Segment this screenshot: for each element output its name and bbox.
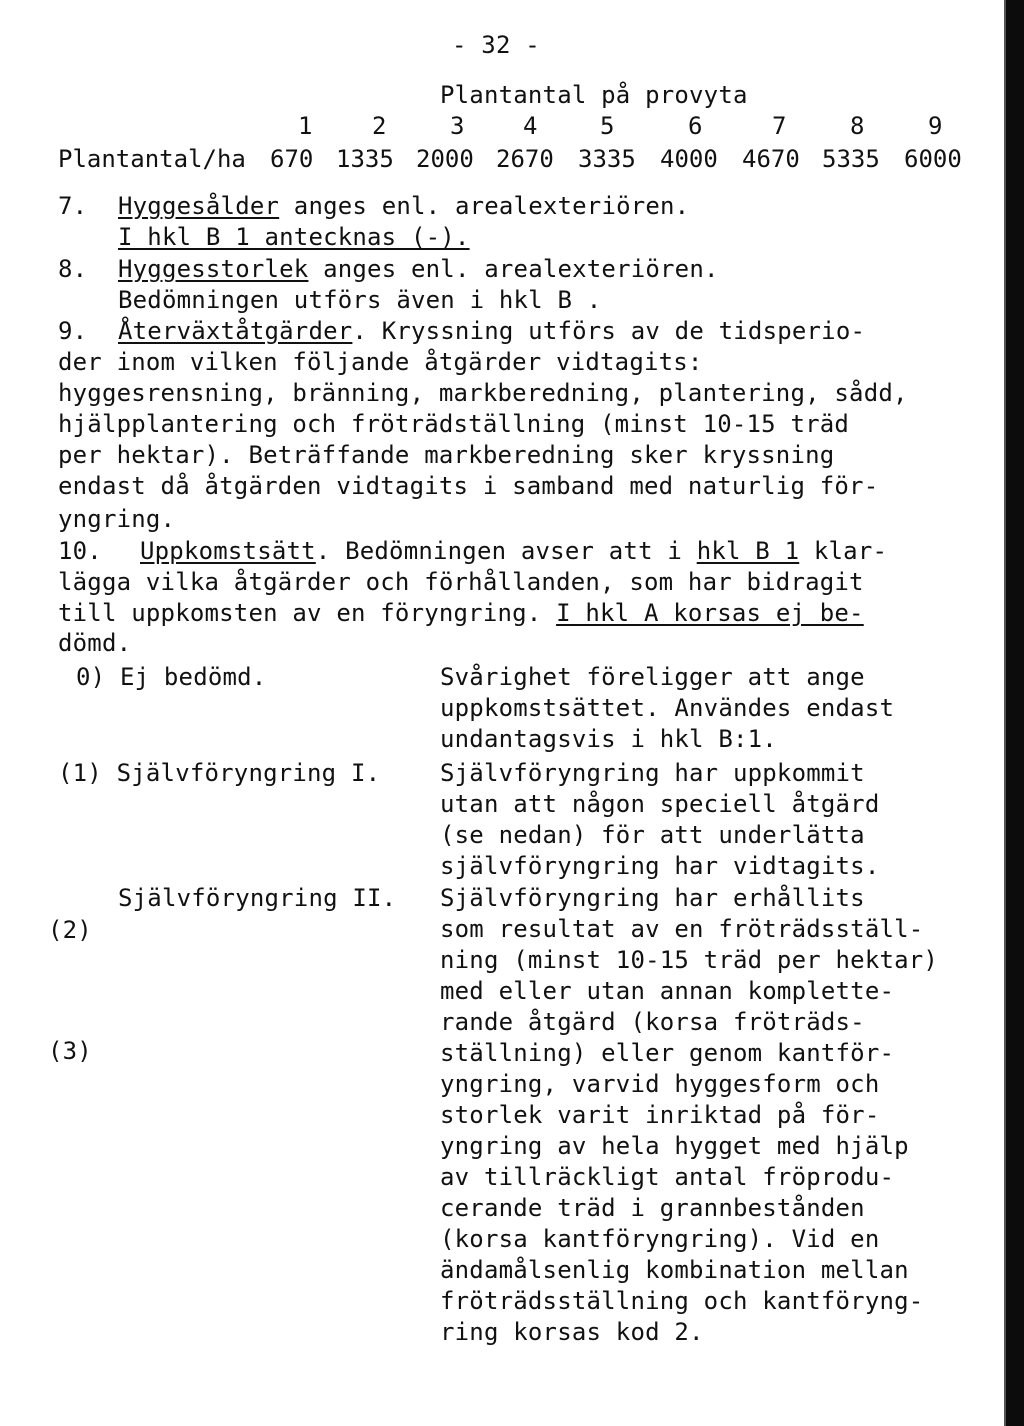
code-2-desc: ställning) eller genom kantför-: [440, 1039, 895, 1067]
table-cell: 2000: [416, 145, 474, 173]
table-cell: 3335: [578, 145, 636, 173]
code-1-desc: (se nedan) för att underlätta: [440, 821, 865, 849]
code-2-desc: (korsa kantföryngring). Vid en: [440, 1225, 880, 1253]
table-column-headers: [0, 112, 1000, 142]
item-8-number: 8.: [58, 255, 88, 283]
code-0-label: 0) Ej bedömd.: [76, 663, 267, 691]
code-0-desc: Svårighet föreligger att ange: [440, 663, 865, 691]
table-cell: 4670: [742, 145, 800, 173]
scan-border: [1006, 0, 1024, 1426]
column-header: 3: [450, 112, 465, 140]
code-2-desc: som resultat av en fröträdsställ-: [440, 915, 924, 943]
item-7-number: 7.: [58, 192, 88, 220]
table-title: Plantantal på provyta: [440, 81, 748, 109]
code-1-desc: Självföryngring har uppkommit: [440, 759, 865, 787]
item-8-line-2: Bedömningen utförs även i hkl B .: [118, 286, 602, 314]
code-2-desc: ning (minst 10-15 träd per hektar): [440, 946, 939, 974]
item-9-line: per hektar). Beträffande markberedning sker kryssning: [58, 441, 835, 469]
code-2-desc: av tillräckligt antal fröprodu-: [440, 1163, 895, 1191]
code-2-desc: cerande träd i grannbestånden: [440, 1194, 865, 1222]
item-9-term: Återväxtåtgärder: [118, 317, 353, 345]
code-1-desc: utan att någon speciell åtgärd: [440, 790, 880, 818]
item-10-line-3-underlined: I hkl A korsas ej be-: [556, 599, 864, 627]
code-2-number: (2): [48, 916, 92, 944]
code-1-desc: självföryngring har vidtagits.: [440, 852, 880, 880]
item-9-line-1: [118, 316, 865, 346]
code-2-desc: storlek varit inriktad på för-: [440, 1101, 880, 1129]
column-header: 4: [523, 112, 538, 140]
code-2-desc: ring korsas kod 2.: [440, 1318, 704, 1346]
item-10-term: Uppkomstsätt: [140, 537, 316, 565]
column-header: 5: [600, 112, 615, 140]
item-10-line-1: [140, 536, 887, 566]
item-10-line-2: lägga vilka åtgärder och förhållanden, som har bidragit: [58, 568, 864, 596]
item-9-line: der inom vilken följande åtgärder vidtagits:: [58, 348, 703, 376]
item-10-line-3-start: till uppkomsten av en föryngring.: [58, 599, 557, 627]
column-header: 8: [850, 112, 865, 140]
code-2-desc: yngring, varvid hyggesform och: [440, 1070, 880, 1098]
item-10-line-4: dömd.: [58, 629, 132, 657]
item-9-number: 9.: [58, 317, 88, 345]
column-header: 6: [688, 112, 703, 140]
code-2-desc: fröträdsställning och kantföryng-: [440, 1287, 924, 1315]
table-cell: 670: [270, 145, 314, 173]
item-9-line: hyggesrensning, bränning, markberedning, plantering, sådd,: [58, 379, 908, 407]
item-8-rest: anges enl. arealexteriören.: [308, 255, 719, 283]
code-0-desc: undantagsvis i hkl B:1.: [440, 725, 777, 753]
table-cell: 1335: [336, 145, 394, 173]
code-2-title: Självföryngring II.: [118, 884, 397, 912]
item-9-rest: . Kryssning utförs av de tidsperio-: [352, 317, 866, 345]
table-row: [0, 145, 1000, 175]
item-7-line-1: [118, 191, 689, 221]
code-2-desc: ändamålsenlig kombination mellan: [440, 1256, 909, 1284]
column-header: 1: [298, 112, 313, 140]
column-header: 9: [928, 112, 943, 140]
table-cell: 5335: [822, 145, 880, 173]
column-header: 7: [772, 112, 787, 140]
item-9-line: hjälpplantering och fröträdställning (minst 10-15 träd: [58, 410, 850, 438]
item-10-number: 10.: [58, 537, 102, 565]
column-header: 2: [372, 112, 387, 140]
item-9-line: yngring.: [58, 505, 176, 533]
item-7-rest: anges enl. arealexteriören.: [279, 192, 690, 220]
page-number: - 32 -: [452, 31, 540, 59]
row-label: Plantantal/ha: [58, 145, 246, 173]
item-8-line-1: [118, 254, 719, 284]
code-0-desc: uppkomstsättet. Användes endast: [440, 694, 895, 722]
item-7-term: Hyggesålder: [118, 192, 280, 220]
code-3-number: (3): [48, 1037, 92, 1065]
code-2-desc: rande åtgärd (korsa fröträds-: [440, 1008, 865, 1036]
code-2-desc: yngring av hela hygget med hjälp: [440, 1132, 909, 1160]
code-1-label: (1) Självföryngring I.: [58, 759, 381, 787]
code-2-desc: med eller utan annan komplette-: [440, 977, 895, 1005]
item-7-line-2: I hkl B 1 antecknas (-).: [118, 223, 470, 251]
item-8-term: Hyggesstorlek: [118, 255, 309, 283]
table-cell: 6000: [904, 145, 962, 173]
item-10-hkl: hkl B 1: [696, 537, 800, 565]
item-10-line-3: [58, 598, 864, 628]
item-9-line: endast då åtgärden vidtagits i samband med naturlig för-: [58, 472, 879, 500]
item-10-mid: . Bedömningen avser att i: [315, 537, 697, 565]
code-2-desc: Självföryngring har erhållits: [440, 884, 865, 912]
table-cell: 2670: [496, 145, 554, 173]
table-cell: 4000: [660, 145, 718, 173]
item-10-end: klar-: [799, 537, 888, 565]
